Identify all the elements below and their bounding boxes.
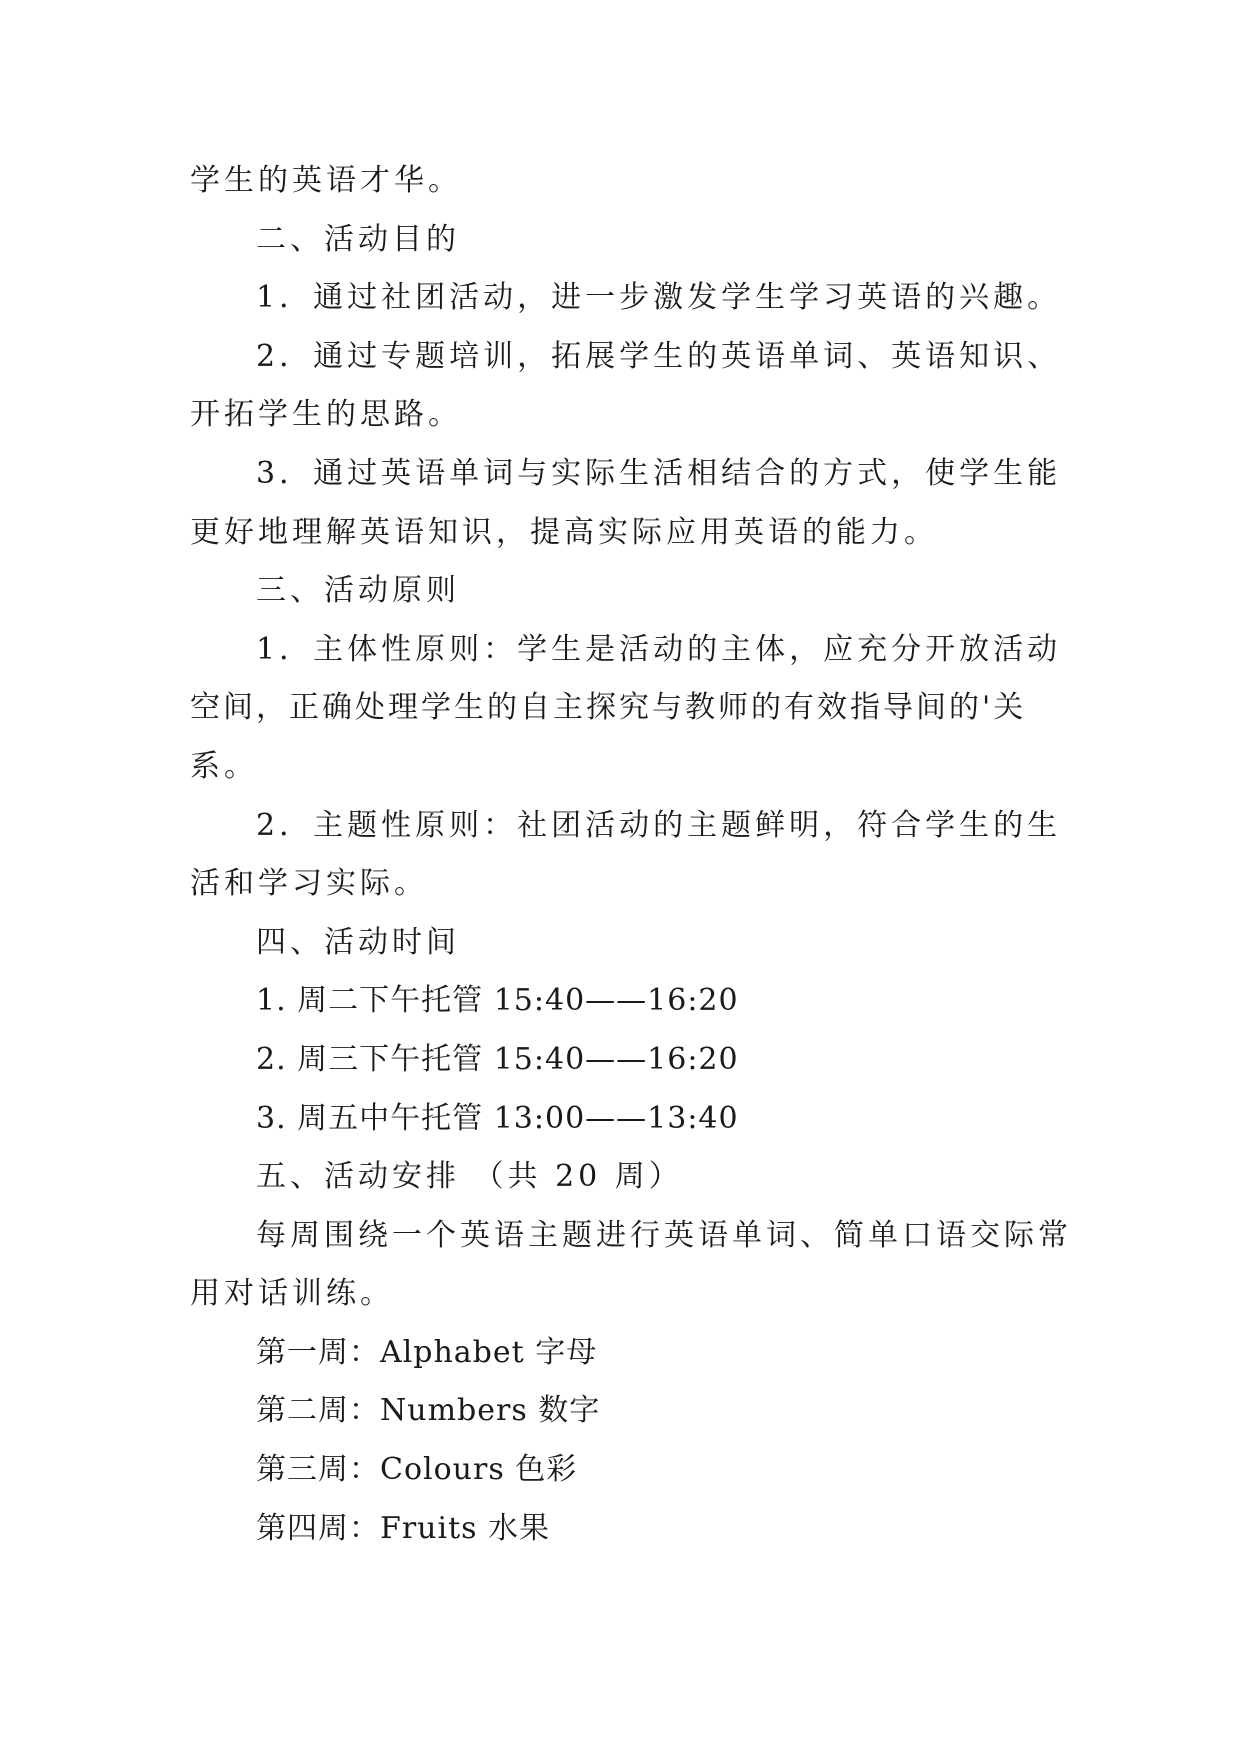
document-page: [190, 152, 1072, 1558]
text-line: 用对话训练。: [190, 1276, 394, 1312]
text-line: 学生的英语才华。: [190, 163, 462, 198]
week-item: 第三周：Colours 色彩: [256, 1452, 578, 1488]
schedule-item: 1. 周二下午托管 15:40——16:20: [256, 983, 739, 1019]
text-line: 系。: [190, 748, 258, 784]
list-item: 2．主题性原则：社团活动的主题鲜明，符合学生的生: [256, 807, 1062, 843]
text-line: 活和学习实际。: [190, 866, 428, 902]
schedule-item: 3. 周五中午托管 13:00——13:40: [256, 1100, 739, 1136]
list-item: 每周围绕一个英语主题进行英语单词、简单口语交际常: [256, 1217, 1072, 1253]
section-heading: 五、活动安排 （共 20 周）: [256, 1159, 683, 1195]
week-item: 第一周：Alphabet 字母: [256, 1334, 598, 1370]
list-item: 3．通过英语单词与实际生活相结合的方式，使学生能: [256, 455, 1062, 491]
list-item: 1．通过社团活动，进一步激发学生学习英语的兴趣。: [256, 280, 1062, 316]
text-line: 空间，正确处理学生的自主探究与教师的有效指导间的'关: [190, 690, 1027, 726]
section-heading: 三、活动原则: [256, 573, 460, 609]
section-heading: 二、活动目的: [256, 221, 460, 257]
list-item: 1．主体性原则：学生是活动的主体，应充分开放活动: [256, 631, 1062, 667]
text-line: 开拓学生的思路。: [190, 397, 462, 433]
section-heading: 四、活动时间: [256, 924, 460, 960]
text-line: 更好地理解英语知识，提高实际应用英语的能力。: [190, 514, 938, 550]
list-item: 2．通过专题培训，拓展学生的英语单词、英语知识、: [256, 338, 1062, 374]
week-item: 第四周：Fruits 水果: [256, 1510, 551, 1546]
schedule-item: 2. 周三下午托管 15:40——16:20: [256, 1041, 739, 1077]
week-item: 第二周：Numbers 数字: [256, 1393, 601, 1429]
